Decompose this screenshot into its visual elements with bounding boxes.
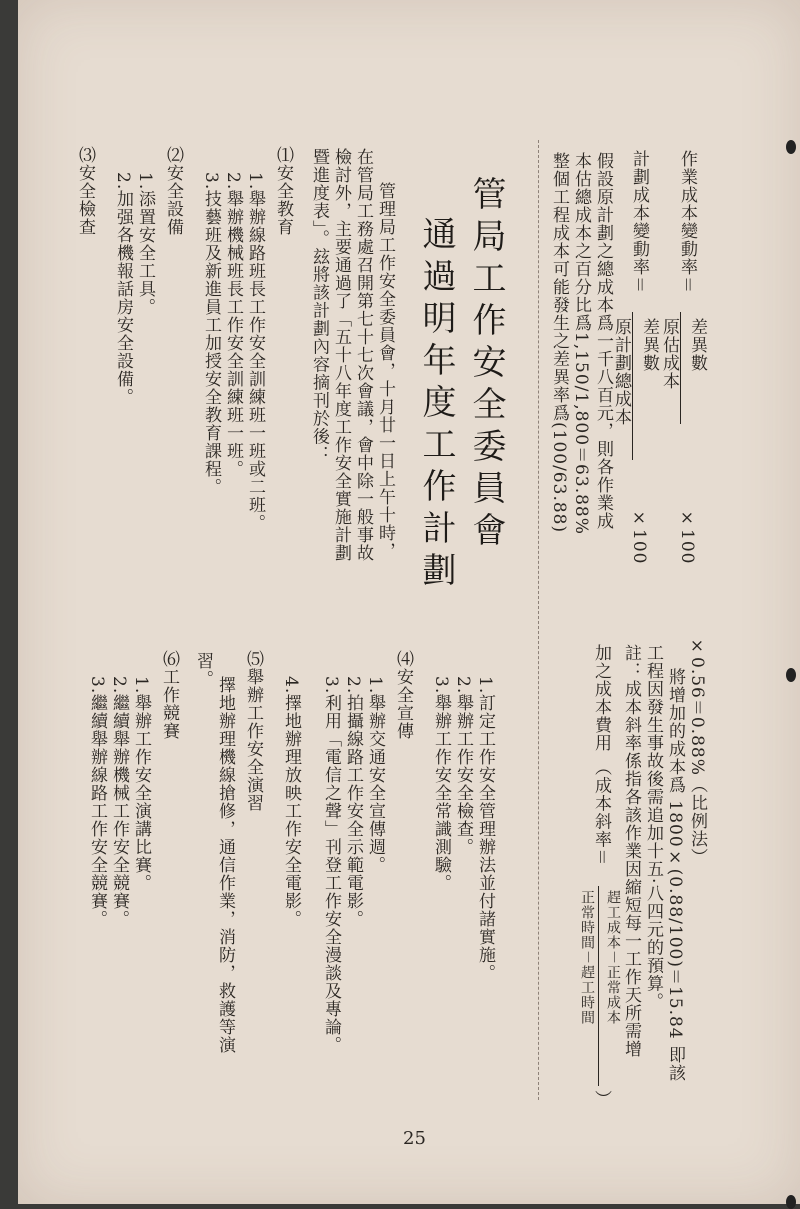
section-5-text: 習。 [193,652,213,688]
section-2-heading: ⑵安全設備 [163,146,183,236]
section-3-heading: ⑶安全檢查 [75,146,95,236]
paragraph-line: ×0.56＝0.88%（比例法） [687,636,707,866]
section-1-heading: ⑴安全教育 [273,146,293,236]
list-item: 4.擇地辦理放映工作安全電影。 [281,676,301,929]
paragraph-line: 工程因發生事故後需追加十五·八四元的預算。 [643,644,663,1011]
formula-2-tail: ×100 [629,508,649,565]
page-number: 25 [403,1128,426,1149]
section-4-heading: ⑷安全宣傳 [393,650,413,740]
formula-2-denominator: 原計劃總成本 [611,318,631,426]
note-close: ） [591,1090,611,1108]
formula-2-numerator: 差異數 [639,318,659,372]
intro-line: 管理局工作安全委員會，十月廿一日上午十時， [375,182,395,560]
binding-hole [786,140,796,154]
article-title-line-2: 通過明年度工作計劃 [416,216,456,594]
list-item: 2.舉辦工作安全檢查。 [453,676,473,857]
intro-line: 在管局工務處召開第七十七次會議，會中除一般事故 [353,148,373,562]
list-item: 2.加强各機報話房安全設備。 [113,172,133,407]
intro-line: 檢討外，主要通過了「五十八年度工作安全實施計劃 [331,148,351,562]
list-item: 3.繼續舉辦線路工作安全競賽。 [87,676,107,929]
paragraph-line: 假設原計劃之總成本爲一千八百元，則各作業成 [593,152,613,530]
list-item: 1.舉辦線路班長工作安全訓練班一班或二班。 [245,172,265,533]
list-item: 2.繼續舉辦機械工作安全競賽。 [109,676,129,929]
list-item: 2.舉辦機械班長工作安全訓練班一班。 [223,172,243,479]
binding-hole [786,1195,796,1209]
fraction-bar [632,312,633,460]
list-item: 1.訂定工作安全管理辦法並付諸實施。 [475,676,495,983]
cost-slope-denominator: 正常時間－趕工時間 [579,890,595,1025]
binding-hole [786,668,796,682]
paragraph-line: 本估總成本之百分比爲1,150/1,800＝63.88% [571,152,591,535]
note-line: 註：成本斜率係指各該作業因縮短每一工作天所需增 [621,644,641,1058]
list-item: 1.舉辦交通安全宣傳週。 [365,676,385,875]
formula-1-label: 作業成本變動率＝ [677,150,697,294]
column-divider [538,140,539,1100]
formula-1-tail: ×100 [677,508,697,565]
intro-line: 暨進度表」。玆將該計劃內容摘刊於後： [309,148,329,464]
list-item: 1.添置安全工具。 [135,172,155,317]
note-line: 加之成本費用 （成本斜率＝ [591,644,611,867]
fraction-bar [598,886,599,1086]
paragraph-line: 整個工程成本可能發生之差異率爲(100/63.88) [549,152,569,534]
list-item: 1.舉辦工作安全演講比賽。 [131,676,151,893]
section-6-heading: ⑹工作競賽 [159,650,179,740]
list-item: 3.舉辦工作安全常識測驗。 [431,676,451,893]
cost-slope-numerator: 趕工成本－正常成本 [605,890,621,1025]
list-item: 2.拍攝線路工作安全示範電影。 [343,676,363,929]
fraction-bar [680,312,681,424]
section-5-text: 擇地辦理機線搶修，通信作業，消防，救護等演 [215,676,235,1054]
formula-1-denominator: 原估成本 [659,318,679,390]
list-item: 3.技藝班及新進員工加授安全教育課程。 [201,172,221,497]
formula-2-label: 計劃成本變動率＝ [629,150,649,294]
article-title-line-1: 管局工作安全委員會 [466,176,506,554]
document-page [18,0,800,1204]
section-5-heading: ⑸舉辦工作安全演習 [243,650,263,812]
formula-1-numerator: 差異數 [687,318,707,372]
paragraph-line: 將增加的成本爲 1800×(0.88/100)＝15.84 即該 [665,668,685,1083]
list-item: 3.利用「電信之聲」刊登工作安全漫談及專論。 [321,676,341,1055]
